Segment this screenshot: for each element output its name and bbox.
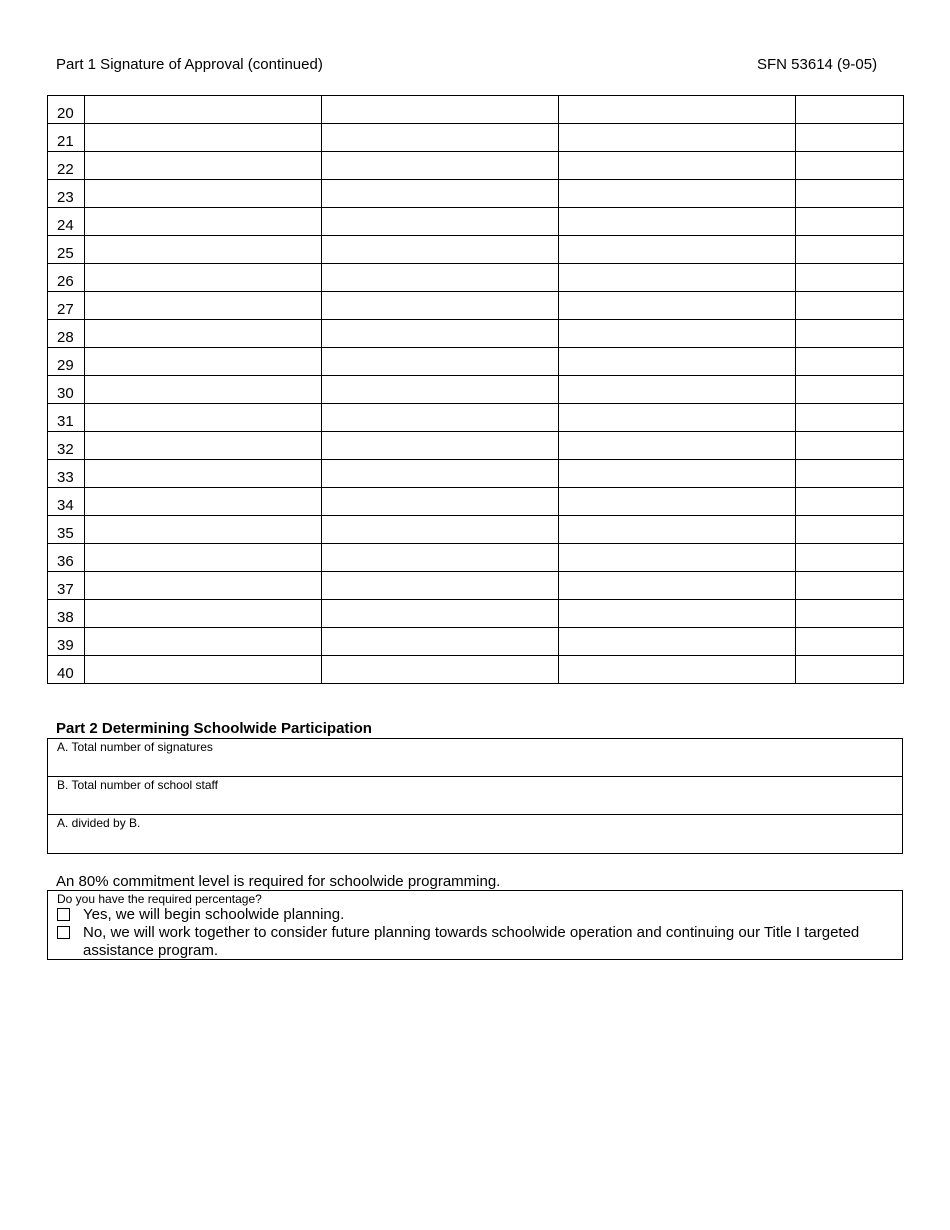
position-cell[interactable] [559, 208, 796, 236]
table-row [48, 572, 904, 600]
row-number: 22 [48, 152, 85, 180]
name-cell[interactable] [322, 432, 559, 460]
name-cell[interactable] [322, 376, 559, 404]
row-number: 35 [48, 516, 85, 544]
position-cell[interactable] [559, 600, 796, 628]
total-signatures-label: A. Total number of signatures [57, 740, 213, 754]
date-cell[interactable] [796, 572, 904, 600]
table-row [48, 544, 904, 572]
signature-cell[interactable] [85, 208, 322, 236]
form-number: SFN 53614 (9-05) [757, 56, 878, 73]
signature-cell[interactable] [85, 516, 322, 544]
name-cell[interactable] [322, 320, 559, 348]
signature-cell[interactable] [85, 376, 322, 404]
signature-cell[interactable] [85, 320, 322, 348]
signature-cell[interactable] [85, 600, 322, 628]
signature-cell[interactable] [85, 488, 322, 516]
percentage-question: Do you have the required percentage? [57, 892, 262, 906]
yes-checkbox[interactable] [57, 908, 70, 921]
name-cell[interactable] [322, 572, 559, 600]
position-cell[interactable] [559, 656, 796, 684]
row-number: 36 [48, 544, 85, 572]
position-cell[interactable] [559, 432, 796, 460]
no-checkbox[interactable] [57, 926, 70, 939]
table-row [48, 124, 904, 152]
row-number: 27 [48, 292, 85, 320]
name-cell[interactable] [322, 656, 559, 684]
position-cell[interactable] [559, 488, 796, 516]
position-cell[interactable] [559, 180, 796, 208]
percentage-question-box [47, 890, 903, 960]
row-number: 39 [48, 628, 85, 656]
signature-cell[interactable] [85, 264, 322, 292]
date-cell[interactable] [796, 544, 904, 572]
position-cell[interactable] [559, 292, 796, 320]
name-cell[interactable] [322, 460, 559, 488]
date-cell[interactable] [796, 516, 904, 544]
table-row [48, 488, 904, 516]
row-number: 24 [48, 208, 85, 236]
date-cell[interactable] [796, 236, 904, 264]
position-cell[interactable] [559, 544, 796, 572]
row-number: 37 [48, 572, 85, 600]
position-cell[interactable] [559, 628, 796, 656]
row-number: 21 [48, 124, 85, 152]
date-cell[interactable] [796, 208, 904, 236]
date-cell[interactable] [796, 292, 904, 320]
table-row [48, 348, 904, 376]
table-row [48, 180, 904, 208]
part2-box [47, 738, 903, 854]
signature-cell[interactable] [85, 96, 322, 124]
table-row [48, 600, 904, 628]
page-title: Part 1 Signature of Approval (continued) [56, 56, 323, 73]
signature-cell[interactable] [85, 236, 322, 264]
position-cell[interactable] [559, 404, 796, 432]
position-cell[interactable] [559, 516, 796, 544]
table-row [48, 292, 904, 320]
name-cell[interactable] [322, 600, 559, 628]
table-row [48, 656, 904, 684]
row-number: 33 [48, 460, 85, 488]
position-cell[interactable] [559, 348, 796, 376]
row-number: 23 [48, 180, 85, 208]
date-cell[interactable] [796, 376, 904, 404]
total-signatures-field[interactable] [48, 739, 902, 777]
commitment-statement: An 80% commitment level is required for schoolwide programming. [56, 873, 501, 890]
date-cell[interactable] [796, 656, 904, 684]
date-cell[interactable] [796, 320, 904, 348]
table-row [48, 404, 904, 432]
name-cell[interactable] [322, 152, 559, 180]
row-number: 30 [48, 376, 85, 404]
name-cell[interactable] [322, 628, 559, 656]
position-cell[interactable] [559, 264, 796, 292]
date-cell[interactable] [796, 628, 904, 656]
date-cell[interactable] [796, 264, 904, 292]
name-cell[interactable] [322, 264, 559, 292]
name-cell[interactable] [322, 208, 559, 236]
name-cell[interactable] [322, 348, 559, 376]
signature-cell[interactable] [85, 124, 322, 152]
signature-cell[interactable] [85, 460, 322, 488]
position-cell[interactable] [559, 96, 796, 124]
signature-table [47, 95, 904, 684]
signature-cell[interactable] [85, 628, 322, 656]
row-number: 26 [48, 264, 85, 292]
table-row [48, 432, 904, 460]
position-cell[interactable] [559, 236, 796, 264]
row-number: 34 [48, 488, 85, 516]
date-cell[interactable] [796, 432, 904, 460]
position-cell[interactable] [559, 572, 796, 600]
name-cell[interactable] [322, 292, 559, 320]
row-number: 40 [48, 656, 85, 684]
row-number: 32 [48, 432, 85, 460]
table-row [48, 208, 904, 236]
table-row [48, 96, 904, 124]
part2-title: Part 2 Determining Schoolwide Participation [56, 720, 372, 737]
name-cell[interactable] [322, 96, 559, 124]
table-row [48, 152, 904, 180]
date-cell[interactable] [796, 124, 904, 152]
total-staff-field[interactable] [48, 777, 902, 815]
row-number: 38 [48, 600, 85, 628]
name-cell[interactable] [322, 516, 559, 544]
signature-cell[interactable] [85, 432, 322, 460]
date-cell[interactable] [796, 404, 904, 432]
date-cell[interactable] [796, 152, 904, 180]
name-cell[interactable] [322, 404, 559, 432]
table-row [48, 516, 904, 544]
position-cell[interactable] [559, 124, 796, 152]
ratio-field[interactable] [48, 815, 902, 853]
name-cell[interactable] [322, 488, 559, 516]
signature-cell[interactable] [85, 152, 322, 180]
ratio-label: A. divided by B. [57, 816, 141, 830]
name-cell[interactable] [322, 236, 559, 264]
row-number: 28 [48, 320, 85, 348]
signature-cell[interactable] [85, 404, 322, 432]
position-cell[interactable] [559, 376, 796, 404]
option-yes-label: Yes, we will begin schoolwide planning. [83, 906, 345, 923]
date-cell[interactable] [796, 96, 904, 124]
table-row [48, 320, 904, 348]
position-cell[interactable] [559, 320, 796, 348]
signature-cell[interactable] [85, 572, 322, 600]
date-cell[interactable] [796, 460, 904, 488]
date-cell[interactable] [796, 488, 904, 516]
row-number: 20 [48, 96, 85, 124]
name-cell[interactable] [322, 124, 559, 152]
table-row [48, 264, 904, 292]
signature-cell[interactable] [85, 656, 322, 684]
row-number: 25 [48, 236, 85, 264]
row-number: 31 [48, 404, 85, 432]
name-cell[interactable] [322, 180, 559, 208]
table-row [48, 236, 904, 264]
table-row [48, 460, 904, 488]
date-cell[interactable] [796, 600, 904, 628]
position-cell[interactable] [559, 460, 796, 488]
name-cell[interactable] [322, 544, 559, 572]
option-no-label: No, we will work together to consider future planning towards schoolwide operation and continuing our Title I targeted assistance program. [83, 924, 860, 959]
signature-cell[interactable] [85, 180, 322, 208]
signature-cell[interactable] [85, 544, 322, 572]
date-cell[interactable] [796, 180, 904, 208]
signature-cell[interactable] [85, 292, 322, 320]
signature-cell[interactable] [85, 348, 322, 376]
row-number: 29 [48, 348, 85, 376]
total-staff-label: B. Total number of school staff [57, 778, 218, 792]
position-cell[interactable] [559, 152, 796, 180]
date-cell[interactable] [796, 348, 904, 376]
table-row [48, 376, 904, 404]
table-row [48, 628, 904, 656]
